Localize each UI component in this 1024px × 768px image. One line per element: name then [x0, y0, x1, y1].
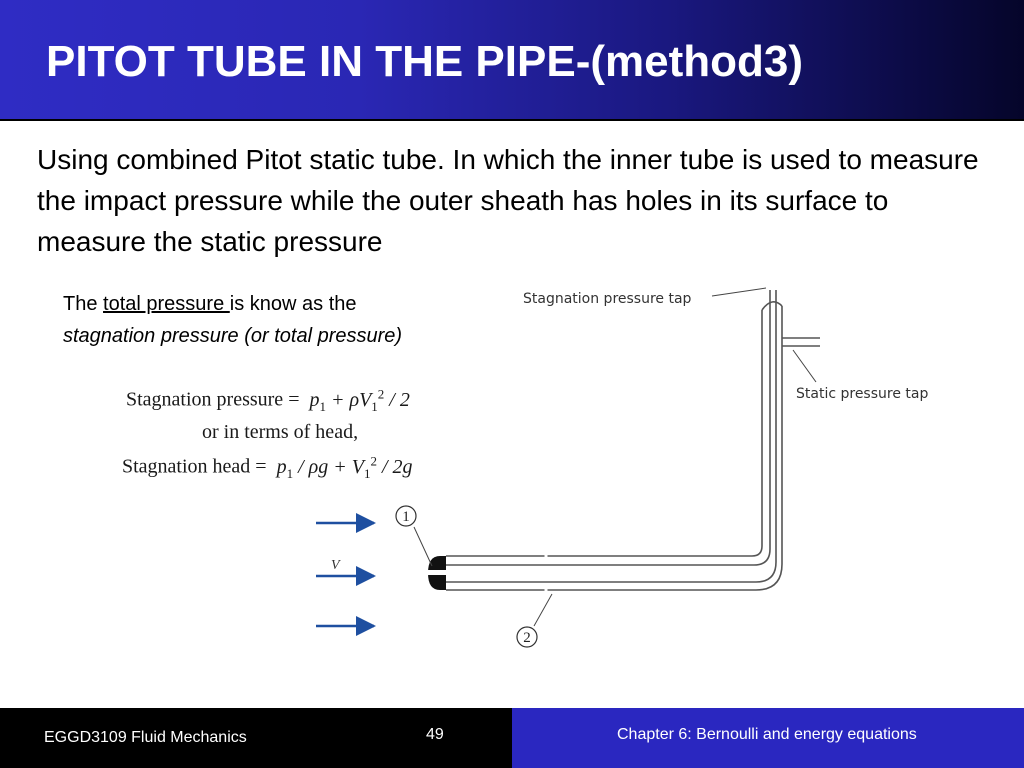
point-2-label: 2 — [523, 630, 531, 646]
title-divider — [0, 119, 1024, 121]
tube-nose-opening — [426, 570, 448, 575]
velocity-label: V — [331, 558, 340, 573]
stagnation-pressure-tap-label: Stagnation pressure tap — [523, 291, 692, 307]
pitot-static-tube-diagram — [300, 275, 960, 665]
note-text-before: The — [63, 293, 104, 315]
equation-3-formula: $p_1 / \rho g + V_1^2 / 2g$ — [271, 453, 413, 481]
equation-1-label: Stagnation pressure = — [126, 388, 300, 411]
footer-page-number: 49 — [426, 726, 444, 743]
equation-3-label: Stagnation head = — [122, 455, 267, 478]
static-pressure-tap-label: Static pressure tap — [796, 386, 929, 402]
note-underlined-term: total pressure — [103, 293, 230, 315]
slide-title: PITOT TUBE IN THE PIPE-(method3) — [46, 37, 804, 86]
note-text-after: is know as the — [229, 293, 357, 315]
footer-chapter: Chapter 6: Bernoulli and energy equations — [617, 726, 917, 743]
equation-connector-text: or in terms of head, — [202, 421, 359, 443]
intro-paragraph: Using combined Pitot static tube. In which the inner tube is used to measure the impact pressure while the outer sheath has holes in its surface to measure the static pressure — [37, 144, 979, 257]
leader-lines — [414, 288, 816, 626]
title-bar — [0, 0, 1024, 119]
note-italic-term: stagnation pressure (or total pressure) — [63, 325, 403, 347]
point-1-label: 1 — [402, 509, 410, 525]
pitot-tube-body — [446, 290, 820, 593]
equation-1-formula: $p_1 + \rho V_1^2 / 2$ — [304, 386, 410, 414]
footer-course: EGGD3109 Fluid Mechanics — [44, 729, 247, 746]
